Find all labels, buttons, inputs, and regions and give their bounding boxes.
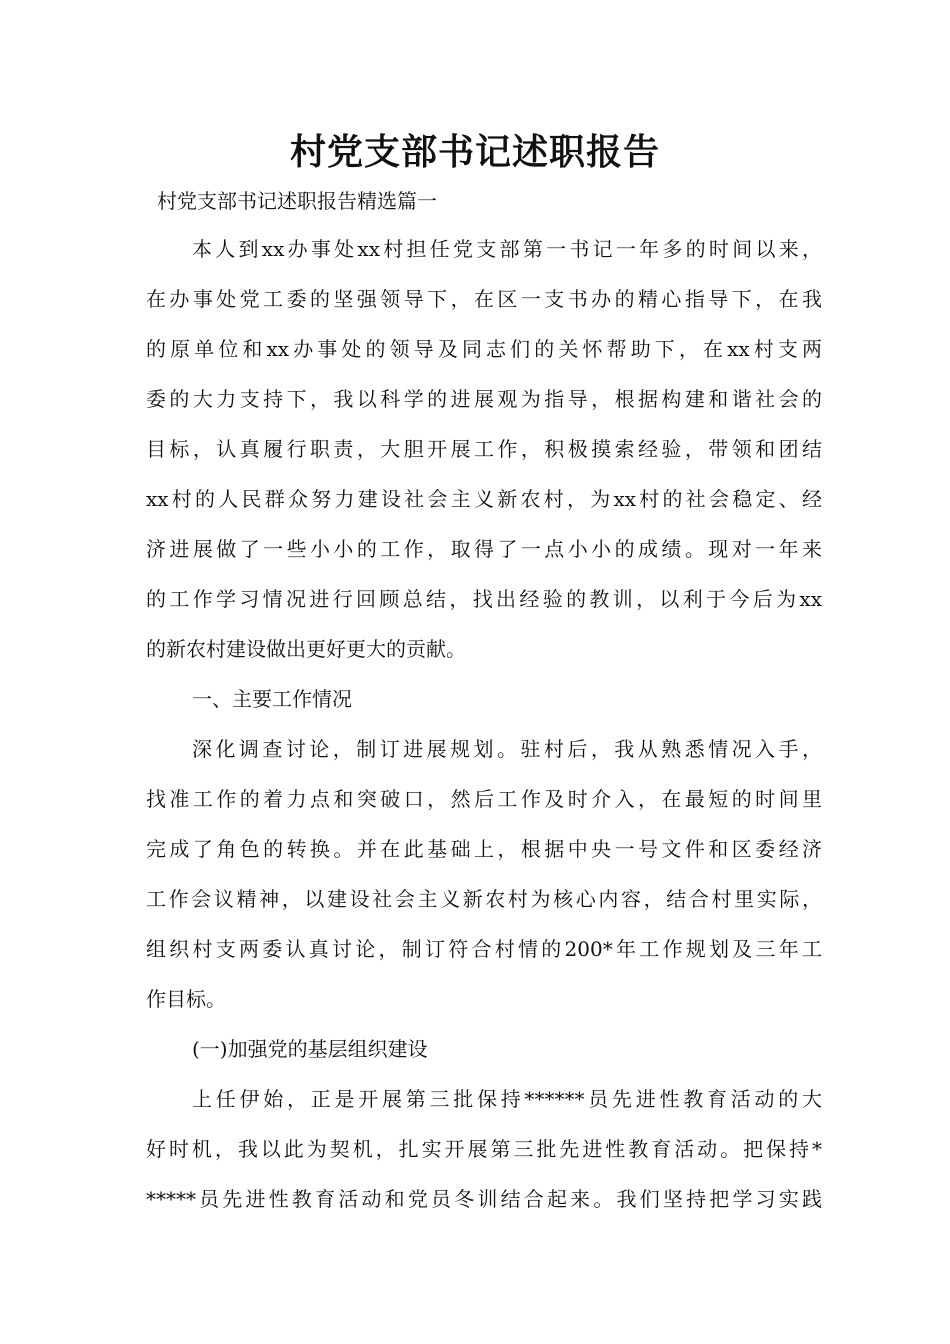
- paragraph-line: 委的大力支持下，我以科学的进展观为指导，根据构建和谐社会的: [146, 387, 822, 411]
- paragraph-line: 组织村支两委认真讨论，制订符合村情的200*年工作规划及三年工: [146, 937, 822, 961]
- paragraph-line: 的新农村建设做出更好更大的贡献。: [146, 637, 466, 661]
- section-heading: 一、主要工作情况: [192, 687, 352, 711]
- subsection-heading: (一)加强党的基层组织建设: [192, 1037, 428, 1061]
- paragraph-line: 上任伊始，正是开展第三批保持******员先进性教育活动的大: [192, 1087, 822, 1111]
- paragraph-line: 工作会议精神，以建设社会主义新农村为核心内容，结合村里实际，: [146, 887, 822, 911]
- document-subtitle: 村党支部书记述职报告精选篇一: [157, 189, 437, 213]
- paragraph-line: 的原单位和xx办事处的领导及同志们的关怀帮助下，在xx村支两: [146, 337, 822, 361]
- paragraph-line: 深化调查讨论，制订进展规划。驻村后，我从熟悉情况入手，: [192, 737, 822, 761]
- paragraph-line: 目标，认真履行职责，大胆开展工作，积极摸索经验，带领和团结: [146, 437, 822, 461]
- paragraph-line: 本人到xx办事处xx村担任党支部第一书记一年多的时间以来，: [192, 237, 822, 261]
- paragraph-line: 在办事处党工委的坚强领导下，在区一支书办的精心指导下，在我: [146, 287, 822, 311]
- paragraph-line: 完成了角色的转换。并在此基础上，根据中央一号文件和区委经济: [146, 837, 822, 861]
- paragraph-line: 好时机，我以此为契机，扎实开展第三批先进性教育活动。把保持*: [146, 1137, 822, 1161]
- paragraph-line: 济进展做了一些小小的工作，取得了一点小小的成绩。现对一年来: [146, 537, 822, 561]
- paragraph-line: *****员先进性教育活动和党员冬训结合起来。我们坚持把学习实践: [146, 1187, 822, 1211]
- paragraph-line: 的工作学习情况进行回顾总结，找出经验的教训，以利于今后为xx: [146, 587, 822, 611]
- paragraph-line: 找准工作的着力点和突破口，然后工作及时介入，在最短的时间里: [146, 787, 822, 811]
- paragraph-line: 作目标。: [146, 987, 226, 1011]
- document-title: 村党支部书记述职报告: [289, 131, 660, 173]
- paragraph-line: xx村的人民群众努力建设社会主义新农村，为xx村的社会稳定、经: [146, 487, 822, 511]
